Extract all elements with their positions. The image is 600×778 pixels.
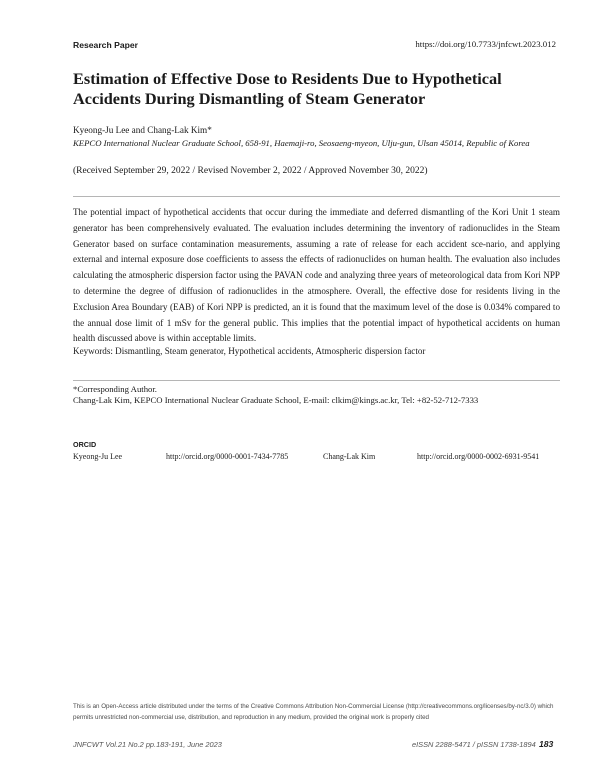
- orcid-link[interactable]: http://orcid.org/0000-0002-6931-9541: [417, 452, 540, 461]
- issn: eISSN 2288-5471 / pISSN 1738-1894: [412, 740, 536, 749]
- page-number: 183: [539, 739, 554, 749]
- orcid-author-name: Chang-Lak Kim: [323, 452, 376, 461]
- license-notice: This is an Open-Access article distributed under the terms of the Creative Commons Attribution Non-Commercial License (http://creativecommons.org/licenses/by-nc/3.0) which permits unrestricted non-commercial use, distribution, and reproduction in any medium, provided the original work is properly cited: [73, 703, 554, 721]
- divider-bottom: [73, 380, 560, 381]
- orcid-label: ORCID: [73, 440, 97, 449]
- corresponding-author: Chang-Lak Kim, KEPCO International Nuclear Graduate School, E-mail: clkim@kings.ac.kr, Tel: +82-52-712-7333: [73, 395, 479, 405]
- paper-title: Estimation of Effective Dose to Residents Due to Hypothetical Accidents During Dismantling of Steam Generator: [73, 69, 502, 108]
- keywords: Keywords: Dismantling, Steam generator, Hypothetical accidents, Atmospheric dispersion factor: [73, 346, 426, 356]
- submission-dates: (Received September 29, 2022 / Revised November 2, 2022 / Approved November 30, 2022): [73, 166, 428, 176]
- corresponding-label: *Corresponding Author.: [73, 384, 157, 394]
- affiliation: KEPCO International Nuclear Graduate School, 658-91, Haemaji-ro, Seosaeng-myeon, Ulju-gun, Ulsan 45014, Republic of Korea: [73, 138, 530, 148]
- orcid-author-name: Kyeong-Ju Lee: [73, 452, 123, 461]
- abstract: The potential impact of hypothetical accidents that occur during the immediate and deferred dismantling of the Kori Unit 1 steam generator has been comprehensively evaluated. The evaluation includes determining the inventory of radionuclides in the Steam Generator based on surface contamination measurements, assuming a rate of release for each accident sce-nario, and applying external and internal exposure dose coefficients to assess the effects of radionuclides on human health. The evaluation also includes calculating the atmospheric dispersion factor using the PAVAN code and analyzing three years of meteorological data from Kori NPP to determine the degree of diffusion of radionuclides in the atmosphere. Overall, the effective dose for residents living in the Exclusion Area Boundary (EAB) of Kori NPP is predicted, an it is found that the maximum level of the dose is 0.034% compared to the annual dose limit of 1 mSv for the general public. This implies that the potential impact of hypothetical accidents on human health discussed above is within acceptable limits.: [73, 207, 560, 344]
- article-type: Research Paper: [73, 40, 138, 50]
- journal-citation: JNFCWT Vol.21 No.2 pp.183-191, June 2023: [73, 740, 222, 749]
- doi-link[interactable]: https://doi.org/10.7733/jnfcwt.2023.012: [415, 39, 556, 49]
- orcid-link[interactable]: http://orcid.org/0000-0001-7434-7785: [166, 452, 289, 461]
- author-list: Kyeong-Ju Lee and Chang-Lak Kim*: [73, 125, 212, 135]
- divider-top: [73, 196, 560, 197]
